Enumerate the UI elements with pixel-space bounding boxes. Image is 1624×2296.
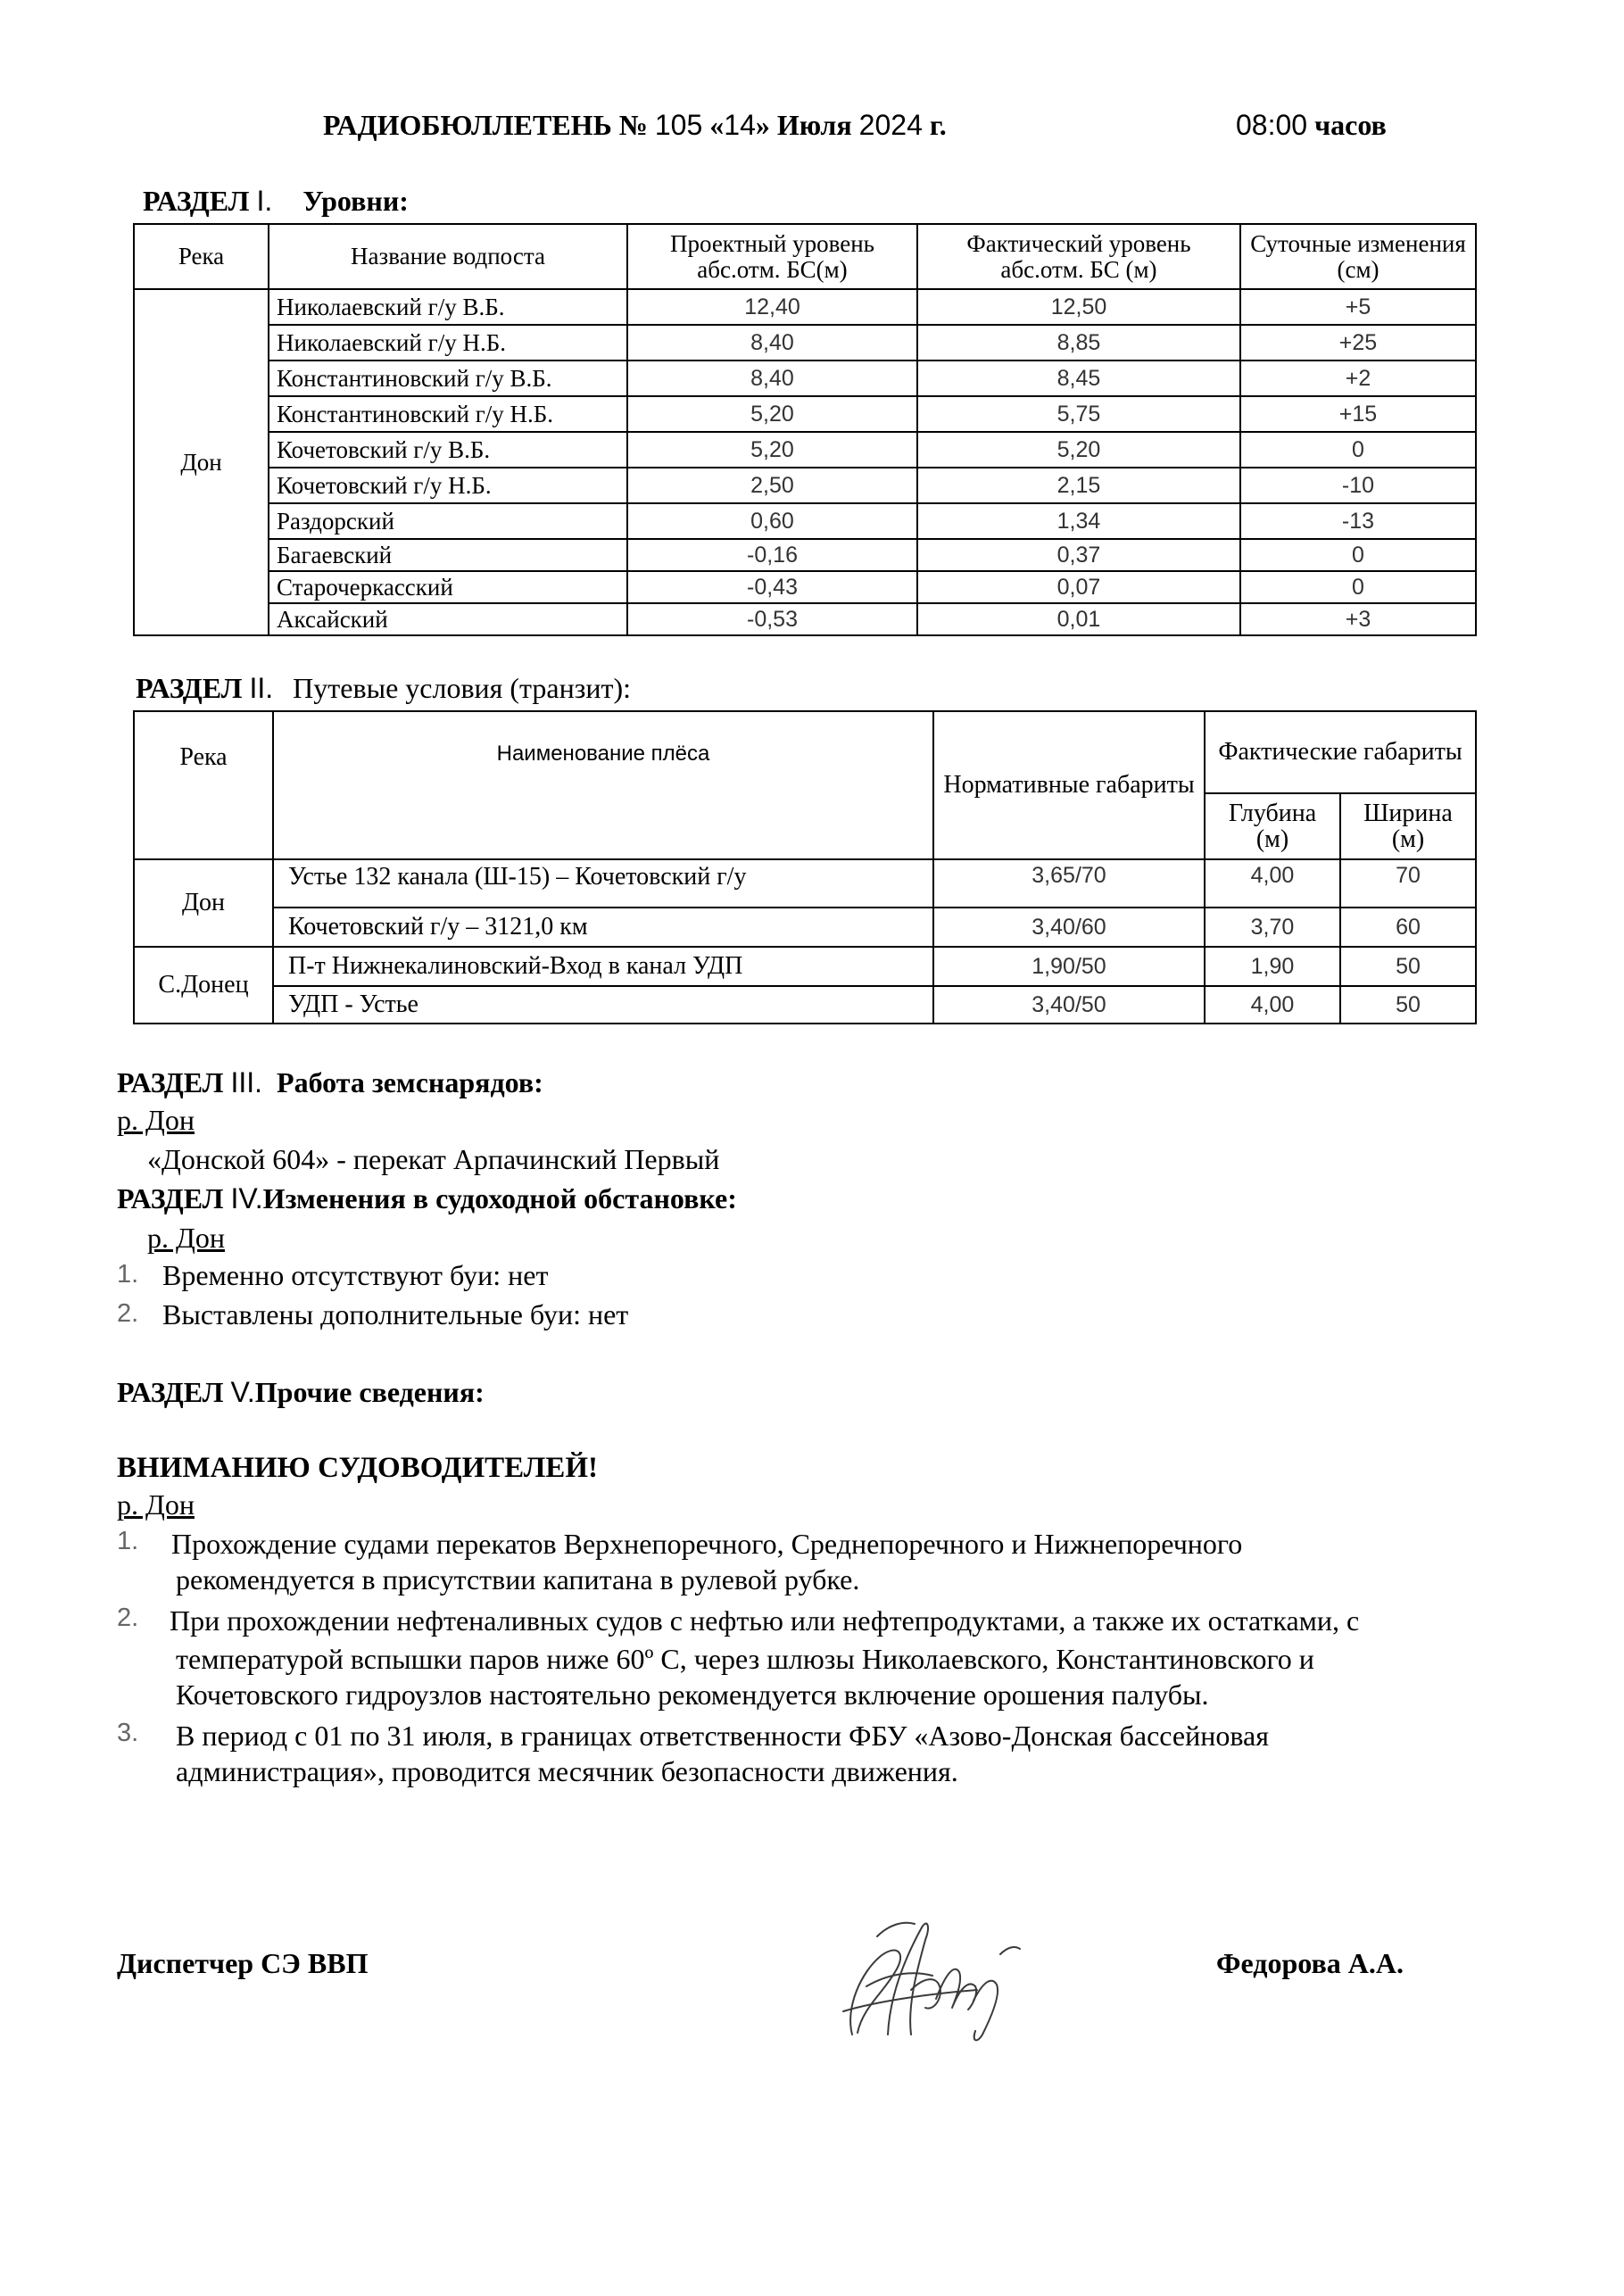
section4-numeral: IV. bbox=[230, 1182, 263, 1214]
col-actual: Фактические габариты bbox=[1205, 711, 1476, 793]
design-level: 12,40 bbox=[627, 289, 917, 325]
section4-river: р. Дон bbox=[147, 1222, 225, 1254]
col-post: Название водпоста bbox=[269, 224, 627, 289]
table-row bbox=[134, 908, 1476, 947]
design-level: -0,16 bbox=[627, 539, 917, 571]
post-name: Старочеркасский bbox=[269, 571, 627, 603]
table-row bbox=[134, 986, 1476, 1024]
normative-dims: 3,40/50 bbox=[933, 986, 1205, 1024]
bulletin-year: 2024 bbox=[858, 109, 923, 141]
post-name: Багаевский bbox=[269, 539, 627, 571]
section3-label: РАЗДЕЛ bbox=[117, 1066, 224, 1098]
section1-heading bbox=[143, 185, 409, 218]
post-name: Раздорский bbox=[269, 503, 627, 539]
notice-item-3-line-1: В период с 01 по 31 июля, в границах ответственности ФБУ «Азово-Донская бассейновая bbox=[176, 1720, 1269, 1752]
quote-close: » bbox=[755, 109, 770, 141]
section2-label: РАЗДЕЛ bbox=[136, 672, 243, 704]
section5-label: РАЗДЕЛ bbox=[117, 1376, 224, 1408]
bulletin-year-suffix: г. bbox=[929, 109, 947, 141]
post-name: Николаевский г/у В.Б. bbox=[269, 289, 627, 325]
river-cell: С.Донец bbox=[134, 947, 273, 1024]
design-level: 5,20 bbox=[627, 432, 917, 468]
section3-river: р. Дон bbox=[117, 1104, 195, 1136]
list-item: Выставлены дополнительные буи: нет bbox=[162, 1298, 629, 1330]
actual-depth: 3,70 bbox=[1205, 908, 1340, 947]
col-width: Ширина (м) bbox=[1340, 793, 1476, 859]
col-normative: Нормативные габариты bbox=[933, 711, 1205, 859]
bulletin-header bbox=[323, 109, 947, 142]
transit-table bbox=[133, 710, 1477, 1024]
actual-width: 50 bbox=[1340, 947, 1476, 986]
section2-title: Путевые условия (транзит): bbox=[293, 672, 632, 704]
actual-width: 60 bbox=[1340, 908, 1476, 947]
col-design-level: Проектный уровень абс.отм. БС(м) bbox=[627, 224, 917, 289]
design-level: 0,60 bbox=[627, 503, 917, 539]
notice-river: р. Дон bbox=[117, 1488, 195, 1521]
post-name: Константиновский г/у Н.Б. bbox=[269, 396, 627, 432]
bulletin-title: РАДИОБЮЛЛЕТЕНЬ № bbox=[323, 109, 648, 141]
design-level: 8,40 bbox=[627, 361, 917, 396]
river-cell: Дон bbox=[134, 859, 273, 947]
river-cell: Дон bbox=[134, 289, 269, 635]
notice-item-1-line-1: Прохождение судами перекатов Верхнепоречного, Среднепоречного и Нижнепоречного bbox=[171, 1528, 1243, 1560]
bulletin-day: 14 bbox=[724, 109, 756, 141]
levels-header-row bbox=[134, 224, 1476, 289]
dispatcher-name: Федорова А.А. bbox=[1216, 1947, 1404, 1979]
daily-change: 0 bbox=[1240, 571, 1476, 603]
col-stretch: Наименование плёса bbox=[273, 711, 933, 859]
design-level: 5,20 bbox=[627, 396, 917, 432]
bulletin-number: 105 bbox=[654, 109, 703, 141]
actual-level: 8,45 bbox=[917, 361, 1240, 396]
daily-change: +15 bbox=[1240, 396, 1476, 432]
table-row bbox=[134, 603, 1476, 635]
design-level: -0,43 bbox=[627, 571, 917, 603]
table-row bbox=[134, 503, 1476, 539]
section3-dredger: «Донской 604» - перекат Арпачинский Первый bbox=[147, 1143, 720, 1175]
actual-depth: 1,90 bbox=[1205, 947, 1340, 986]
actual-level: 5,75 bbox=[917, 396, 1240, 432]
table-row bbox=[134, 325, 1476, 361]
actual-level: 8,85 bbox=[917, 325, 1240, 361]
levels-table bbox=[133, 223, 1477, 636]
table-row bbox=[134, 571, 1476, 603]
list-marker: 3. bbox=[117, 1719, 139, 1747]
daily-change: 0 bbox=[1240, 432, 1476, 468]
post-name: Константиновский г/у В.Б. bbox=[269, 361, 627, 396]
table-row bbox=[134, 361, 1476, 396]
notice-item-2-line-2: температурой вспышки паров ниже 60º С, через шлюзы Николаевского, Константиновского и bbox=[176, 1643, 1314, 1675]
daily-change: +2 bbox=[1240, 361, 1476, 396]
table-row bbox=[134, 396, 1476, 432]
section3-numeral: III. bbox=[230, 1066, 263, 1098]
section1-numeral: I. bbox=[256, 185, 273, 217]
daily-change: +3 bbox=[1240, 603, 1476, 635]
time-value: 08:00 bbox=[1236, 109, 1308, 141]
daily-change: 0 bbox=[1240, 539, 1476, 571]
actual-depth: 4,00 bbox=[1205, 986, 1340, 1024]
stretch-name: УДП - Устье bbox=[273, 986, 933, 1024]
col-depth: Глубина (м) bbox=[1205, 793, 1340, 859]
stretch-name: Устье 132 канала (Ш-15) – Кочетовский г/у bbox=[273, 859, 933, 908]
post-name: Кочетовский г/у В.Б. bbox=[269, 432, 627, 468]
quote-open: « bbox=[709, 109, 725, 141]
actual-width: 70 bbox=[1340, 859, 1476, 908]
section5-numeral: V. bbox=[230, 1376, 255, 1408]
table-row bbox=[134, 947, 1476, 986]
col-river: Река bbox=[134, 711, 273, 859]
list-marker: 2. bbox=[117, 1299, 139, 1328]
design-level: -0,53 bbox=[627, 603, 917, 635]
actual-width: 50 bbox=[1340, 986, 1476, 1024]
section3-title: Работа земснарядов: bbox=[277, 1066, 543, 1098]
normative-dims: 3,40/60 bbox=[933, 908, 1205, 947]
list-marker: 1. bbox=[117, 1260, 139, 1289]
list-marker: 2. bbox=[117, 1604, 139, 1632]
notice-item-1-line-2: рекомендуется в присутствии капитана в рулевой рубке. bbox=[176, 1563, 860, 1596]
daily-change: +25 bbox=[1240, 325, 1476, 361]
actual-level: 0,07 bbox=[917, 571, 1240, 603]
table-row bbox=[134, 859, 1476, 908]
table-row bbox=[134, 539, 1476, 571]
list-marker: 1. bbox=[117, 1527, 139, 1555]
daily-change: -10 bbox=[1240, 468, 1476, 503]
post-name: Кочетовский г/у Н.Б. bbox=[269, 468, 627, 503]
section3-heading bbox=[117, 1066, 543, 1099]
daily-change: +5 bbox=[1240, 289, 1476, 325]
notice-item-2-line-3: Кочетовского гидроузлов настоятельно рекомендуется включение орошения палубы. bbox=[176, 1678, 1209, 1711]
actual-level: 0,01 bbox=[917, 603, 1240, 635]
section1-label: РАЗДЕЛ bbox=[143, 185, 250, 217]
actual-level: 0,37 bbox=[917, 539, 1240, 571]
post-name: Аксайский bbox=[269, 603, 627, 635]
design-level: 8,40 bbox=[627, 325, 917, 361]
table-row bbox=[134, 289, 1476, 325]
normative-dims: 3,65/70 bbox=[933, 859, 1205, 908]
actual-level: 5,20 bbox=[917, 432, 1240, 468]
table-row bbox=[134, 432, 1476, 468]
list-item: Временно отсутствуют буи: нет bbox=[162, 1259, 549, 1291]
bulletin-time bbox=[1236, 109, 1387, 142]
signature-image bbox=[825, 1901, 1031, 2052]
actual-level: 2,15 bbox=[917, 468, 1240, 503]
stretch-name: П-т Нижнекалиновский-Вход в канал УДП bbox=[273, 947, 933, 986]
actual-depth: 4,00 bbox=[1205, 859, 1340, 908]
dispatcher-position: Диспетчер СЭ ВВП bbox=[117, 1947, 369, 1979]
table-row bbox=[134, 468, 1476, 503]
notice-item-2-line-1: При прохождении нефтеналивных судов с нефтью или нефтепродуктами, а также их остатками, с bbox=[170, 1604, 1360, 1637]
section5-heading bbox=[117, 1376, 485, 1409]
design-level: 2,50 bbox=[627, 468, 917, 503]
section4-label: РАЗДЕЛ bbox=[117, 1182, 224, 1214]
notice-item-3-line-2: администрация», проводится месячник безопасности движения. bbox=[176, 1755, 958, 1787]
actual-level: 1,34 bbox=[917, 503, 1240, 539]
transit-header-row bbox=[134, 711, 1476, 793]
section2-heading bbox=[136, 672, 631, 705]
normative-dims: 1,90/50 bbox=[933, 947, 1205, 986]
col-daily-change: Суточные изменения (см) bbox=[1240, 224, 1476, 289]
col-river: Река bbox=[134, 224, 269, 289]
section1-title: Уровни: bbox=[302, 185, 409, 217]
notice-title: ВНИМАНИЮ СУДОВОДИТЕЛЕЙ! bbox=[117, 1452, 598, 1484]
col-actual-level: Фактический уровень абс.отм. БС (м) bbox=[917, 224, 1240, 289]
stretch-name: Кочетовский г/у – 3121,0 км bbox=[273, 908, 933, 947]
section2-numeral: II. bbox=[249, 672, 274, 704]
post-name: Николаевский г/у Н.Б. bbox=[269, 325, 627, 361]
section4-title: Изменения в судоходной обстановке: bbox=[262, 1182, 737, 1214]
time-unit: часов bbox=[1314, 109, 1387, 141]
bulletin-month: Июля bbox=[776, 109, 852, 141]
daily-change: -13 bbox=[1240, 503, 1476, 539]
actual-level: 12,50 bbox=[917, 289, 1240, 325]
section4-heading bbox=[117, 1182, 737, 1215]
section5-title: Прочие сведения: bbox=[254, 1376, 485, 1408]
